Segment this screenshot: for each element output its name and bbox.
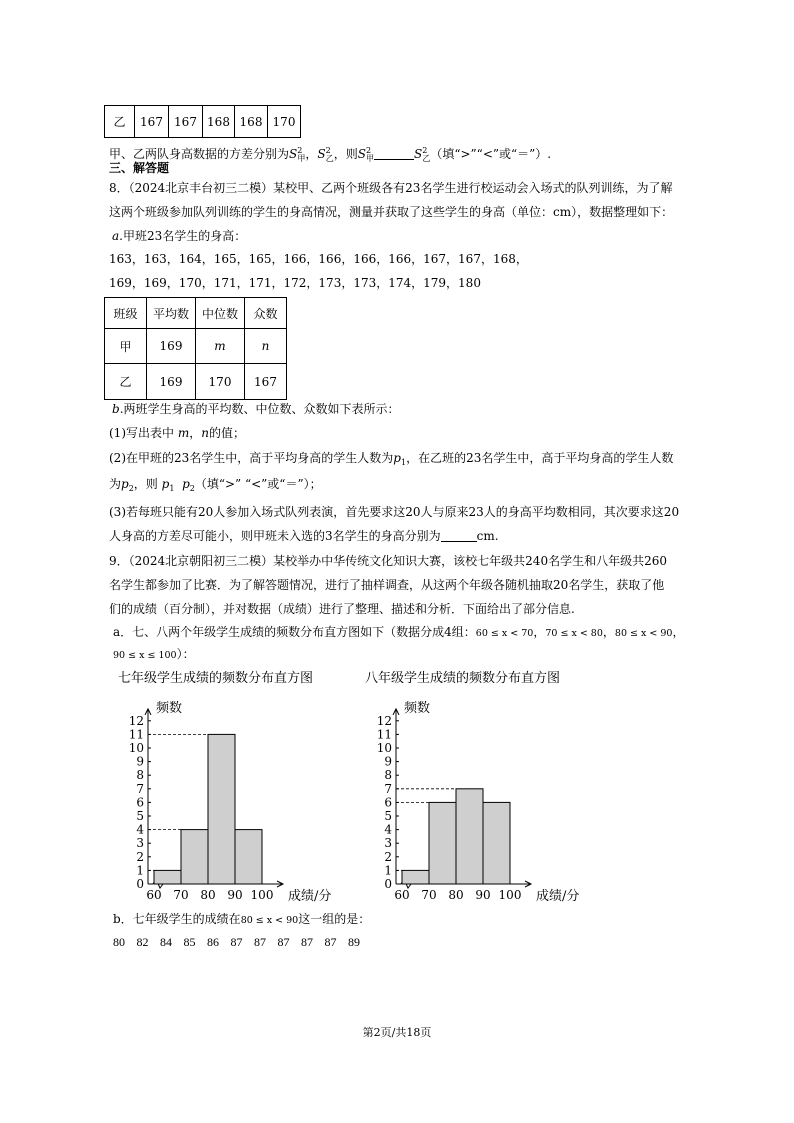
histogram-bar	[402, 870, 429, 884]
y-tick-label: 8	[136, 768, 144, 783]
q8-p2-sub1: 1	[400, 458, 407, 467]
q8-a-line	[112, 228, 246, 244]
score-value: 87	[324, 935, 337, 949]
q8-p1-pre: (1)写出表中	[109, 426, 174, 440]
s-yi-sup: 2	[325, 146, 331, 155]
y-tick-label: 0	[384, 877, 392, 891]
y-tick-label: 11	[376, 727, 392, 742]
y-tick-label: 7	[136, 781, 144, 796]
q8-line2: 这两个班级参加队列训练的学生的身高情况，测量并获取了这些学生的身高（单位：cm），数据整理如下：	[109, 205, 674, 219]
y-tick-label: 4	[384, 822, 392, 837]
y-tick-label: 9	[384, 754, 392, 769]
q9-b-pre: b．七年级学生的成绩在	[113, 912, 241, 926]
score-value: 84	[160, 935, 172, 949]
q8-p2-l2-mid: ，则	[133, 477, 158, 491]
histogram-bar	[208, 734, 235, 884]
s-jia-sub: 甲	[297, 154, 306, 163]
q8-part1	[109, 425, 245, 441]
q8-p3-l2-pre: 人身高的方差尽可能小，则甲班未入选的3名学生的身高分别为	[109, 529, 441, 543]
q8-table	[104, 297, 287, 400]
s-jia2-sub: 甲	[366, 154, 375, 163]
y-tick-label: 6	[384, 795, 392, 810]
s-jia-sup: 2	[297, 146, 303, 155]
q8-p2-sub1b: 1	[169, 484, 175, 493]
x-tick-label: 70	[173, 888, 189, 902]
q8-p2-l2-post: （填“>” “<”或“＝”）；	[194, 477, 322, 491]
score-value: 87	[230, 935, 243, 949]
q8-b-text: .两班学生身高的平均数、中位数、众数如下表所示：	[119, 402, 400, 416]
q8-b-label: b	[112, 402, 120, 416]
table-cell: n	[245, 329, 287, 364]
q8-p2-l1-pre: (2)在甲班的23名学生中，高于平均身高的学生人数为	[109, 451, 394, 465]
q9-comma: ，	[672, 625, 685, 639]
y-tick-label: 5	[384, 809, 392, 823]
y-tick-label: 1	[384, 863, 392, 878]
q9-b-post: 这一组的是：	[298, 912, 371, 926]
histogram-bar	[456, 789, 483, 884]
s-yi2: S	[414, 147, 423, 161]
q8-part2-line2	[109, 476, 322, 497]
s-yi: S	[317, 147, 326, 161]
table-cell: 168	[203, 106, 235, 138]
y-axis-label: 频数	[404, 700, 431, 716]
q8-p1-post: 的值；	[208, 426, 245, 440]
x-tick-label: 100	[250, 888, 274, 902]
score-value: 80	[113, 935, 125, 949]
x-tick-label: 60	[394, 888, 410, 902]
table-row	[105, 298, 287, 329]
q8-a-label: a	[112, 229, 120, 243]
q9-group2: 70 ≤ x < 80	[545, 628, 603, 639]
y-tick-label: 10	[376, 741, 392, 755]
q9-line2: 名学生都参加了比赛．为了解答题情况，进行了抽样调查，从这两个年级各随机抽取20名学生，获取了他	[109, 578, 665, 592]
x-tick-label: 90	[475, 888, 491, 902]
y-tick-label: 6	[136, 795, 144, 810]
q8-p2-p1b: p	[161, 477, 170, 491]
table-cell: 168	[235, 106, 268, 138]
q8-b-line	[112, 401, 400, 417]
q7-pre: 甲、乙两队身高数据的方差分别为	[109, 147, 290, 161]
q8-p2-p2: p	[121, 477, 129, 491]
q9-line3: 们的成绩（百分制），并对数据（成绩）进行了整理、描述和分析．下面给出了部分信息.	[109, 602, 575, 616]
y-tick-label: 7	[384, 781, 392, 796]
q8-p2-p2b: p	[182, 477, 190, 491]
q9-group1: 60 ≤ x < 70	[475, 628, 534, 639]
score-value: 87	[277, 935, 290, 949]
answer-blank	[441, 529, 477, 542]
score-value: 86	[207, 935, 219, 949]
q8-part3-line2	[109, 528, 499, 544]
x-tick-label: 80	[448, 888, 464, 902]
y-tick-label: 12	[128, 713, 144, 728]
score-value: 85	[183, 935, 196, 949]
q8-p2-sub2: 2	[128, 484, 134, 493]
y-tick-label: 12	[376, 713, 392, 728]
table-row	[105, 329, 287, 364]
y-tick-label: 4	[136, 822, 144, 837]
table-header-cell: 平均数	[147, 298, 196, 329]
section-title: 三、解答题	[109, 161, 170, 175]
q7-then: ，则	[333, 147, 358, 161]
y-tick-label: 5	[136, 809, 144, 823]
s-yi2-sup: 2	[422, 146, 428, 155]
table-header-cell: 班级	[105, 298, 147, 329]
x-axis-label: 成绩/分	[536, 889, 580, 904]
histogram-bar	[154, 870, 181, 884]
q9-comma: ，	[602, 625, 615, 639]
s-jia2-sup: 2	[365, 146, 372, 155]
histogram-bar	[429, 802, 456, 884]
answer-blank	[374, 147, 414, 160]
q8-p3-l2-post: cm.	[476, 529, 499, 543]
y-axis-label: 频数	[156, 700, 183, 716]
y-tick-label: 2	[384, 849, 392, 864]
q9-a-end: ）：	[176, 647, 195, 661]
y-tick-label: 3	[136, 836, 144, 851]
q8-a-text: .甲班23名学生的身高：	[119, 229, 247, 243]
q8-p2-sub2b: 2	[189, 484, 195, 493]
x-tick-label: 60	[146, 888, 162, 902]
y-tick-label: 1	[136, 863, 144, 878]
score-value: 87	[254, 935, 266, 949]
q9-group3: 80 ≤ x < 90	[614, 628, 673, 639]
x-axis-label: 成绩/分	[288, 889, 332, 904]
q8-data1: 163，163，164，165，165，166，166，166，166，167，167，168，	[109, 252, 528, 266]
score-value: 89	[348, 935, 360, 949]
table-row	[105, 364, 287, 400]
page-footer: 第2页/共18页	[362, 1026, 432, 1039]
top-table	[104, 105, 301, 138]
q8-p2-l2-pre: 为	[109, 477, 122, 491]
table-cell: m	[196, 329, 245, 364]
q8-p2-p: p	[393, 451, 401, 465]
q8-p1-m: m	[177, 426, 190, 440]
table-cell: 乙	[105, 106, 135, 138]
x-tick-label: 90	[227, 888, 243, 902]
chart-grade7-histogram	[110, 690, 340, 910]
chart-grade8-histogram	[358, 690, 588, 910]
table-header-cell: 众数	[245, 298, 287, 329]
histogram-bar	[181, 830, 208, 884]
q8-p1-comma: ，	[189, 426, 202, 440]
y-tick-label: 8	[384, 768, 392, 783]
q7-variance-line	[109, 143, 551, 167]
s-yi-sub: 乙	[325, 154, 334, 163]
table-cell: 甲	[105, 329, 147, 364]
table-row	[105, 106, 301, 138]
table-cell: 167	[169, 106, 203, 138]
table-cell: 167	[135, 106, 169, 138]
x-tick-label: 80	[200, 888, 216, 902]
y-tick-label: 10	[128, 741, 144, 755]
q8-part2-line1	[109, 450, 673, 471]
y-tick-label: 2	[136, 849, 144, 864]
score-value: 87	[301, 935, 313, 949]
table-cell: 170	[268, 106, 301, 138]
q7-sep: ，	[305, 147, 318, 161]
chart1-title: 七年级学生成绩的频数分布直方图	[118, 671, 314, 686]
q9-b-range: 80 ≤ x < 90	[240, 915, 299, 926]
table-cell: 乙	[105, 364, 147, 400]
y-tick-label: 3	[384, 836, 392, 851]
q9-comma: ，	[533, 625, 546, 639]
table-header-cell: 中位数	[196, 298, 245, 329]
q8-p2-l1-post: ，在乙班的23名学生中，高于平均身高的学生人数	[406, 451, 674, 465]
x-tick-label: 70	[421, 888, 437, 902]
table-cell: 167	[245, 364, 287, 400]
q8-p1-n: n	[201, 426, 209, 440]
q9-a-line	[113, 624, 684, 642]
s-jia2: S	[357, 147, 366, 161]
y-tick-label: 11	[128, 727, 144, 742]
q9-a-line2	[113, 646, 195, 664]
q9-b-line	[113, 911, 370, 929]
table-cell: 169	[147, 364, 196, 400]
y-tick-label: 9	[136, 754, 144, 769]
table-cell: 170	[196, 364, 245, 400]
q9-group4: 90 ≤ x ≤ 100	[113, 650, 177, 661]
q8-data2: 169，169，170，171，171，172，173，173，174，179，180	[109, 276, 481, 290]
histogram-bar	[483, 802, 510, 884]
q9-line1: 9．（2024北京朝阳初三二模）某校举办中华传统文化知识大赛，该校七年级共240名学生和八年级共260	[109, 554, 667, 568]
q8-part3-line1: (3)若每班只能有20人参加入场式队列表演，首先要求这20人与原来23人的身高平均数相同，其次要求这20	[109, 505, 680, 519]
table-cell: 169	[147, 329, 196, 364]
q9-a-text: a．七、八两个年级学生成绩的频数分布直方图如下（数据分成4组：	[113, 625, 476, 639]
q7-post: （填“>”“<”或“＝”）.	[430, 147, 552, 161]
q8-line1: 8．（2024北京丰台初三二模）某校甲、乙两个班级各有23名学生进行校运动会入场式的队列训练，为了解	[109, 181, 673, 195]
chart2-title: 八年级学生成绩的频数分布直方图	[365, 671, 561, 686]
s-yi2-sub: 乙	[422, 154, 431, 163]
s-jia: S	[289, 147, 298, 161]
score-value: 82	[136, 935, 149, 949]
histogram-bar	[235, 830, 262, 884]
x-tick-label: 100	[498, 888, 522, 902]
y-tick-label: 0	[136, 877, 144, 891]
